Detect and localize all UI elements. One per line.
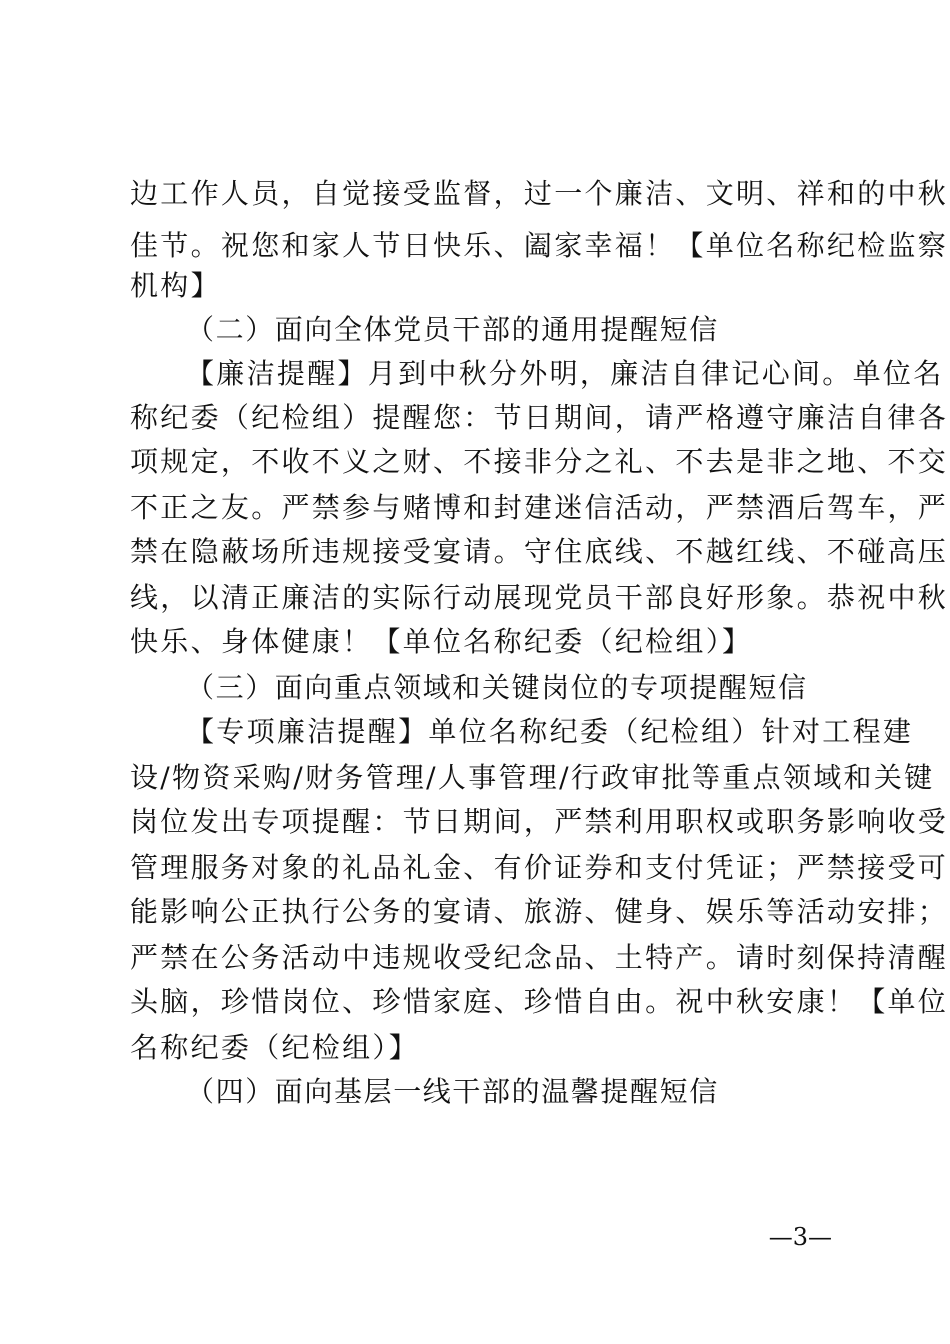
body-line: 佳节。祝您和家人节日快乐、阖家幸福！【单位名称纪检监察 (130, 229, 949, 262)
body-line: 设/物资采购/财务管理/人事管理/行政审批等重点领域和关键 (130, 761, 935, 794)
body-line: 不正之友。严禁参与赌博和封建迷信活动，严禁酒后驾车，严 (130, 491, 949, 524)
section-heading-4: （四）面向基层一线干部的温馨提醒短信 (186, 1075, 719, 1108)
body-line: 能影响公正执行公务的宴请、旅游、健身、娱乐等活动安排； (130, 895, 949, 928)
body-line: 快乐、身体健康！【单位名称纪委（纪检组）】 (130, 625, 753, 658)
body-line: 线，以清正廉洁的实际行动展现党员干部良好形象。恭祝中秋 (130, 581, 949, 614)
body-line: 头脑，珍惜岗位、珍惜家庭、珍惜自由。祝中秋安康！【单位 (130, 985, 949, 1018)
body-line: 边工作人员，自觉接受监督，过一个廉洁、文明、祥和的中秋 (130, 177, 949, 210)
body-line: 【专项廉洁提醒】单位名称纪委（纪检组）针对工程建 (186, 715, 914, 748)
body-line: 名称纪委（纪检组）】 (130, 1031, 420, 1064)
body-line: 禁在隐蔽场所违规接受宴请。守住底线、不越红线、不碰高压 (130, 535, 949, 568)
body-line: 称纪委（纪检组）提醒您：节日期间，请严格遵守廉洁自律各 (130, 401, 949, 434)
section-heading-3: （三）面向重点领域和关键岗位的专项提醒短信 (186, 671, 808, 704)
body-line: 严禁在公务活动中违规收受纪念品、土特产。请时刻保持清醒 (130, 941, 949, 974)
body-line: 管理服务对象的礼品礼金、有价证券和支付凭证；严禁接受可 (130, 851, 949, 884)
body-line: 岗位发出专项提醒：节日期间，严禁利用职权或职务影响收受 (130, 805, 949, 838)
body-line: 机构】 (130, 269, 221, 302)
section-heading-2: （二）面向全体党员干部的通用提醒短信 (186, 313, 719, 346)
body-line: 【廉洁提醒】月到中秋分外明，廉洁自律记心间。单位名 (186, 357, 944, 390)
page-number: —3— (768, 1223, 832, 1251)
body-line: 项规定，不收不义之财、不接非分之礼、不去是非之地、不交 (130, 445, 949, 478)
